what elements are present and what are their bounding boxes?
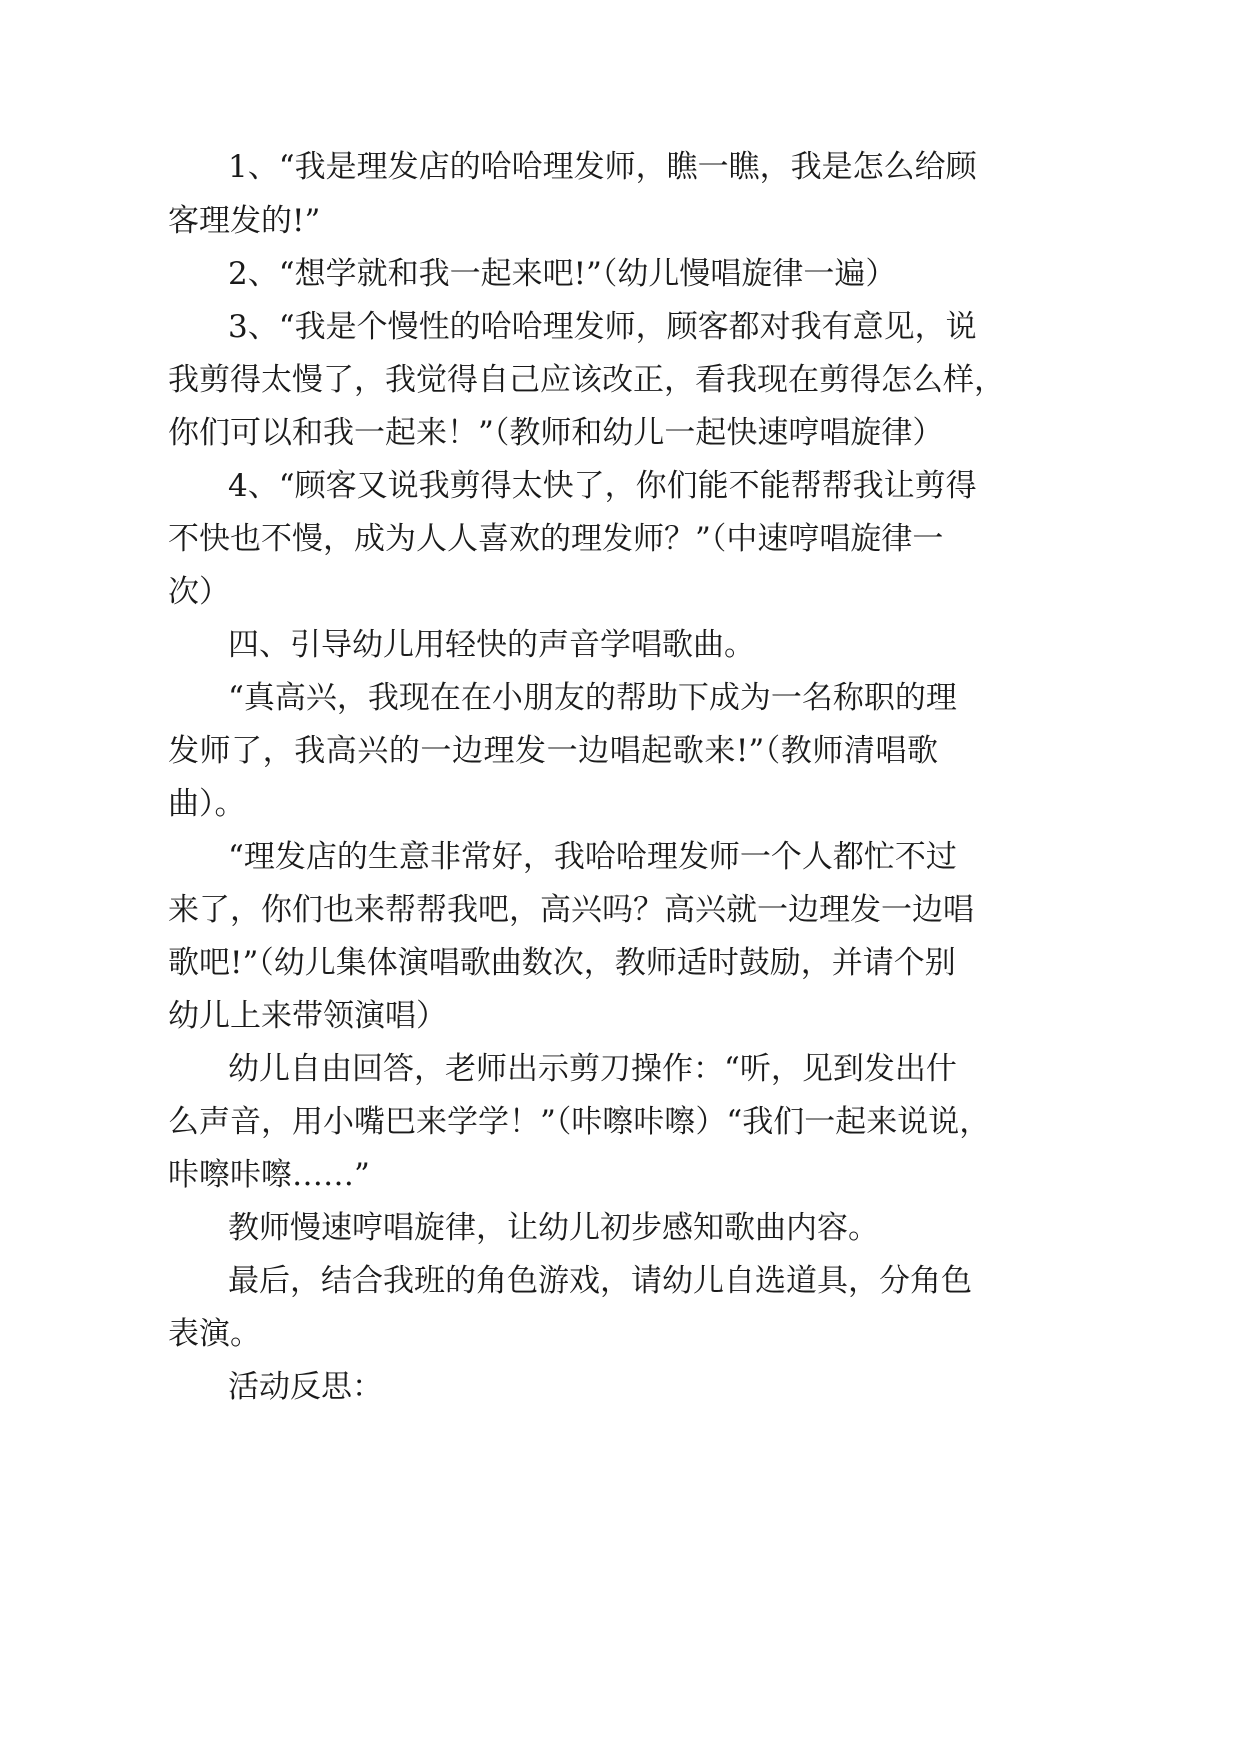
text-line-12: 发师了，我高兴的一边理发一边唱起歌来!”（教师清唱歌: [168, 733, 938, 769]
text-line-24: 活动反思：: [228, 1369, 383, 1405]
text-line-9: 次）: [168, 574, 230, 610]
text-line-14: “理发店的生意非常好，我哈哈理发师一个人都忙不过: [228, 839, 957, 875]
text-line-21: 教师慢速哼唱旋律，让幼儿初步感知歌曲内容。: [228, 1210, 879, 1246]
text-line-20: 咔嚓咔嚓……”: [168, 1157, 370, 1193]
text-line-23: 表演。: [168, 1316, 261, 1352]
text-line-3: 2、“想学就和我一起来吧!”（幼儿慢唱旋律一遍）: [228, 256, 897, 292]
text-line-18: 幼儿自由回答，老师出示剪刀操作：“听，见到发出什: [228, 1051, 957, 1087]
text-line-7: 4、“顾客又说我剪得太快了，你们能不能帮帮我让剪得: [228, 468, 977, 504]
text-line-17: 幼儿上来带领演唱）: [168, 998, 447, 1034]
text-line-2: 客理发的!”: [168, 203, 321, 239]
text-line-11: “真高兴，我现在在小朋友的帮助下成为一名称职的理: [228, 680, 957, 716]
text-line-8: 不快也不慢，成为人人喜欢的理发师？”（中速哼唱旋律一: [168, 521, 944, 557]
text-line-16: 歌吧!”（幼儿集体演唱歌曲数次，教师适时鼓励，并请个别: [168, 945, 956, 981]
text-line-1: 1、“我是理发店的哈哈理发师，瞧一瞧，我是怎么给顾: [228, 149, 977, 185]
text-line-19: 么声音，用小嘴巴来学学！”（咔嚓咔嚓）“我们一起来说说，: [168, 1104, 991, 1140]
text-line-10: 四、引导幼儿用轻快的声音学唱歌曲。: [228, 627, 755, 663]
text-line-13: 曲）。: [168, 786, 246, 822]
text-line-4: 3、“我是个慢性的哈哈理发师，顾客都对我有意见，说: [228, 309, 977, 345]
text-line-15: 来了，你们也来帮帮我吧，高兴吗？高兴就一边理发一边唱: [168, 892, 974, 928]
text-line-22: 最后，结合我班的角色游戏，请幼儿自选道具，分角色: [228, 1263, 972, 1299]
text-line-6: 你们可以和我一起来！”（教师和幼儿一起快速哼唱旋律）: [168, 415, 944, 451]
text-line-5: 我剪得太慢了，我觉得自己应该改正，看我现在剪得怎么样，: [168, 362, 1005, 398]
